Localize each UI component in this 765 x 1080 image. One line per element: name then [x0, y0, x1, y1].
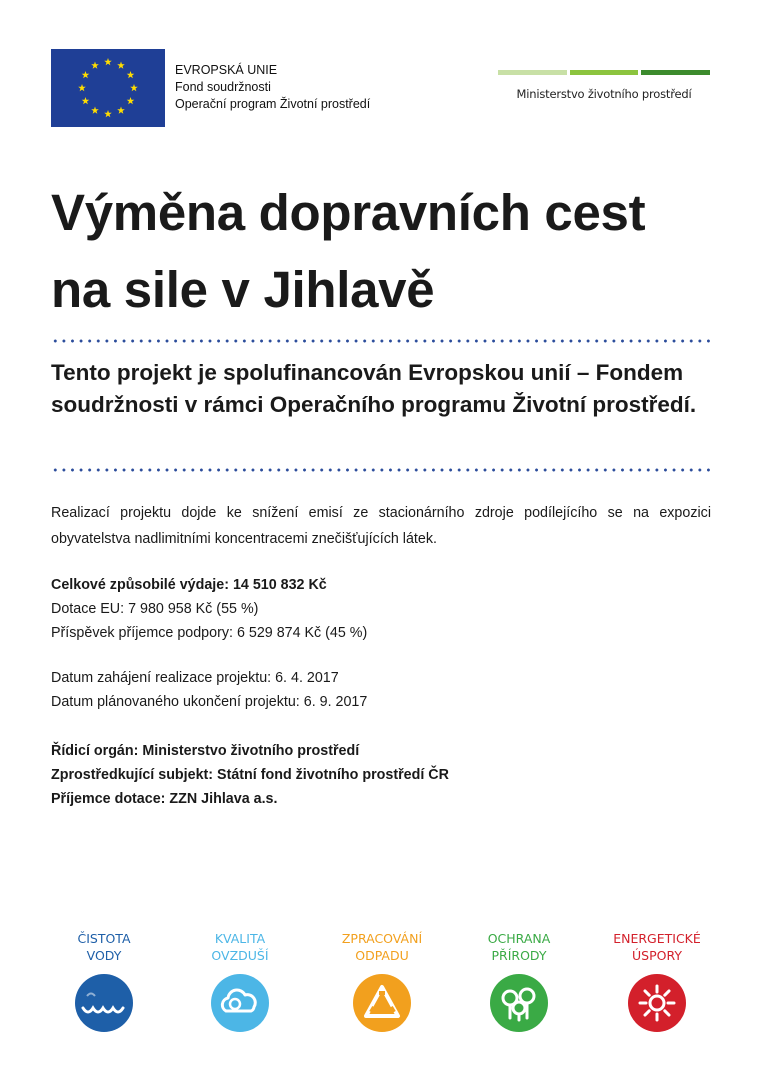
energy-label-1: ENERGETICKÉ — [613, 931, 701, 946]
air-label-1: KVALITA — [214, 931, 266, 946]
authorities-block — [51, 739, 711, 811]
start-date: Datum zahájení realizace projektu: 6. 4. 2017 — [51, 670, 339, 686]
sun-icon — [628, 974, 686, 1032]
eu-text-block — [175, 62, 370, 113]
recipient-contribution: Příspěvek příjemce podpory: 6 529 874 Kč (45 %) — [51, 625, 368, 641]
ministry-color-bars — [498, 70, 710, 75]
eu-star — [130, 84, 138, 91]
eu-star — [91, 61, 99, 68]
icon-item-nature — [454, 930, 584, 1037]
nature-label-2: PŘÍRODY — [491, 948, 547, 963]
title-line-2: na sile v Jihlavě — [51, 261, 435, 318]
eu-grant: Dotace EU: 7 980 958 Kč (55 %) — [51, 601, 259, 617]
managing-authority: Řídicí orgán: Ministerstvo životního prostředí — [51, 743, 360, 759]
nature-label-1: OCHRANA — [487, 931, 551, 946]
eu-star — [91, 107, 99, 114]
icon-item-air — [175, 930, 305, 1037]
eu-stars-icon — [51, 49, 165, 127]
eu-star — [82, 97, 90, 104]
ministry-name: Ministerstvo životního prostředí — [516, 87, 692, 101]
eu-line-3: Operační program Životní prostředí — [175, 97, 371, 111]
project-description: Realizací projektu dojde ke snížení emisí ze stacionárního zdroje podílejícího se na expozici obyvatelstva nadlimitními koncentracemi znečišťujících látek. — [51, 505, 711, 547]
eu-star — [104, 58, 112, 65]
bar-dark — [641, 70, 710, 75]
title-line-1: Výměna dopravních cest — [51, 184, 646, 241]
bar-light — [498, 70, 567, 75]
dotted-divider-top — [51, 339, 711, 343]
costs-block — [51, 573, 711, 645]
intermediate-body: Zprostředkující subjekt: Státní fond životního prostředí ČR — [51, 767, 449, 783]
ministry-logo — [498, 70, 710, 101]
total-costs: Celkové způsobilé výdaje: 14 510 832 Kč — [51, 577, 327, 593]
water-label-1: ČISTOTA — [77, 931, 131, 946]
page-title — [51, 174, 731, 328]
tree-icon — [490, 974, 548, 1032]
end-date: Datum plánovaného ukončení projektu: 6. 9. 2017 — [51, 694, 368, 710]
waste-label-2: ODPADU — [355, 948, 409, 963]
grant-recipient: Příjemce dotace: ZZN Jihlava a.s. — [51, 791, 278, 807]
eu-star — [78, 84, 86, 91]
eu-line-2: Fond soudržnosti — [175, 80, 271, 94]
dotted-divider-bottom — [51, 468, 711, 472]
cloud-icon — [211, 974, 269, 1032]
energy-label-2: ÚSPORY — [632, 948, 682, 963]
eu-star — [117, 107, 125, 114]
waste-label-1: ZPRACOVÁNÍ — [341, 931, 423, 946]
eu-star — [117, 61, 125, 68]
eu-star — [127, 97, 135, 104]
dates-block — [51, 666, 711, 714]
subtitle: Tento projekt je spolufinancován Evropskou unií – Fondem soudržnosti v rámci Operačního programu Životní prostředí. — [51, 360, 697, 417]
eu-star — [127, 71, 135, 78]
icon-item-energy — [592, 930, 722, 1037]
water-icon — [75, 974, 133, 1032]
icon-item-water — [39, 930, 169, 1037]
water-label-2: VODY — [86, 948, 122, 963]
eu-flag-logo — [51, 49, 165, 127]
recycle-icon — [353, 974, 411, 1032]
eu-star — [104, 110, 112, 117]
bar-medium — [570, 70, 639, 75]
icon-item-waste — [317, 930, 447, 1037]
eu-line-1: EVROPSKÁ UNIE — [175, 63, 278, 77]
priority-icons — [45, 930, 720, 1040]
air-label-2: OVZDUŠÍ — [211, 948, 269, 963]
eu-star — [82, 71, 90, 78]
